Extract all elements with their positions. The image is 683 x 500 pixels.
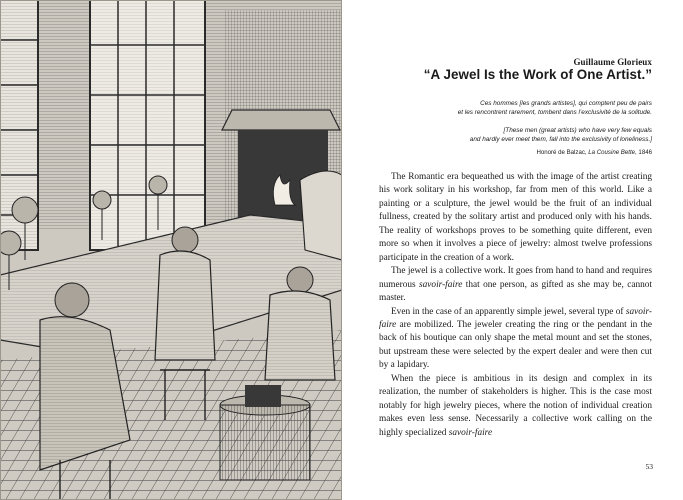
paragraph-2-text-a: The jewel is a collective work. It goes from hand to hand and requires numerous bbox=[379, 266, 652, 290]
body-text bbox=[379, 171, 652, 440]
author-name: Guillaume Glorieux bbox=[573, 57, 652, 67]
epigraph-french-line-2: et les rencontrent rarement, tombent dans l’exclusivité de la solitude. bbox=[457, 109, 652, 117]
epigraph-french bbox=[352, 99, 652, 118]
paragraph-3 bbox=[379, 306, 652, 373]
epigraph-english bbox=[352, 126, 652, 145]
paragraph-2 bbox=[379, 265, 652, 305]
paragraph-1: The Romantic era bequeathed us with the image of the artist creating his work solitary in his workshop, far from men of this world. Like a painting or a sculpture, the jewel would be the fruit of an individual fullness, created by the solitary artist and produced only with his hands. The reality of workshops proves to be something quite different, even more so when it involves a piece of jewelry: almost twelve professions participate in the creation of a work. bbox=[379, 172, 652, 263]
paragraph-3-text-c: are mobilized. The jeweler creating the ring or the pendant in the back of his boutique can only shape the metal mount and set the stones, but upstream these were selected by the expert dealer and were then cut by a lapidary. bbox=[379, 319, 652, 371]
paragraph-4-emphasis: savoir-faire bbox=[448, 427, 493, 438]
epigraph-source bbox=[352, 148, 652, 157]
paragraph-4 bbox=[379, 373, 652, 440]
epigraph-source-author: Honoré de Balzac, bbox=[536, 148, 589, 156]
paragraph-2-emphasis: savoir-faire bbox=[419, 279, 463, 290]
page-number: 53 bbox=[645, 462, 653, 471]
paragraph-2-text-c: that one person, as gifted as she may be, cannot master. bbox=[379, 279, 652, 304]
epigraph-source-work: La Cousine Bette bbox=[588, 148, 636, 156]
angel-figure bbox=[300, 171, 342, 260]
paragraph-3-text-a: Even in the case of an apparently simple jewel, several type of bbox=[391, 306, 626, 317]
epigraph-english-line-2: and hardly ever meet them, fall into the exclusivity of loneliness.] bbox=[469, 136, 652, 144]
epigraph-french-line-1: Ces hommes [les grands artistes], qui comptent peu de pairs bbox=[480, 100, 652, 107]
epigraph-source-year: , 1846 bbox=[635, 148, 652, 156]
paragraph-4-text-a: When the piece is ambitious in its design and complex in its realization, the number of stakeholders is higher. This is the case most notably for high jewelry pieces, where the notion of individual creation makes even less sense. Necessarily a collective work calling on the highly specialized bbox=[379, 373, 652, 438]
window-center bbox=[90, 0, 205, 250]
anvil-stump bbox=[220, 385, 310, 480]
paragraph-3-emphasis: savoir-faire bbox=[379, 306, 652, 330]
epigraph-english-line-1: [These men (great artists) who have very few equals bbox=[503, 126, 652, 134]
right-page-text bbox=[342, 0, 683, 500]
chapter-title: “A Jewel Is the Work of One Artist.” bbox=[423, 67, 652, 82]
epigraph bbox=[352, 99, 652, 157]
